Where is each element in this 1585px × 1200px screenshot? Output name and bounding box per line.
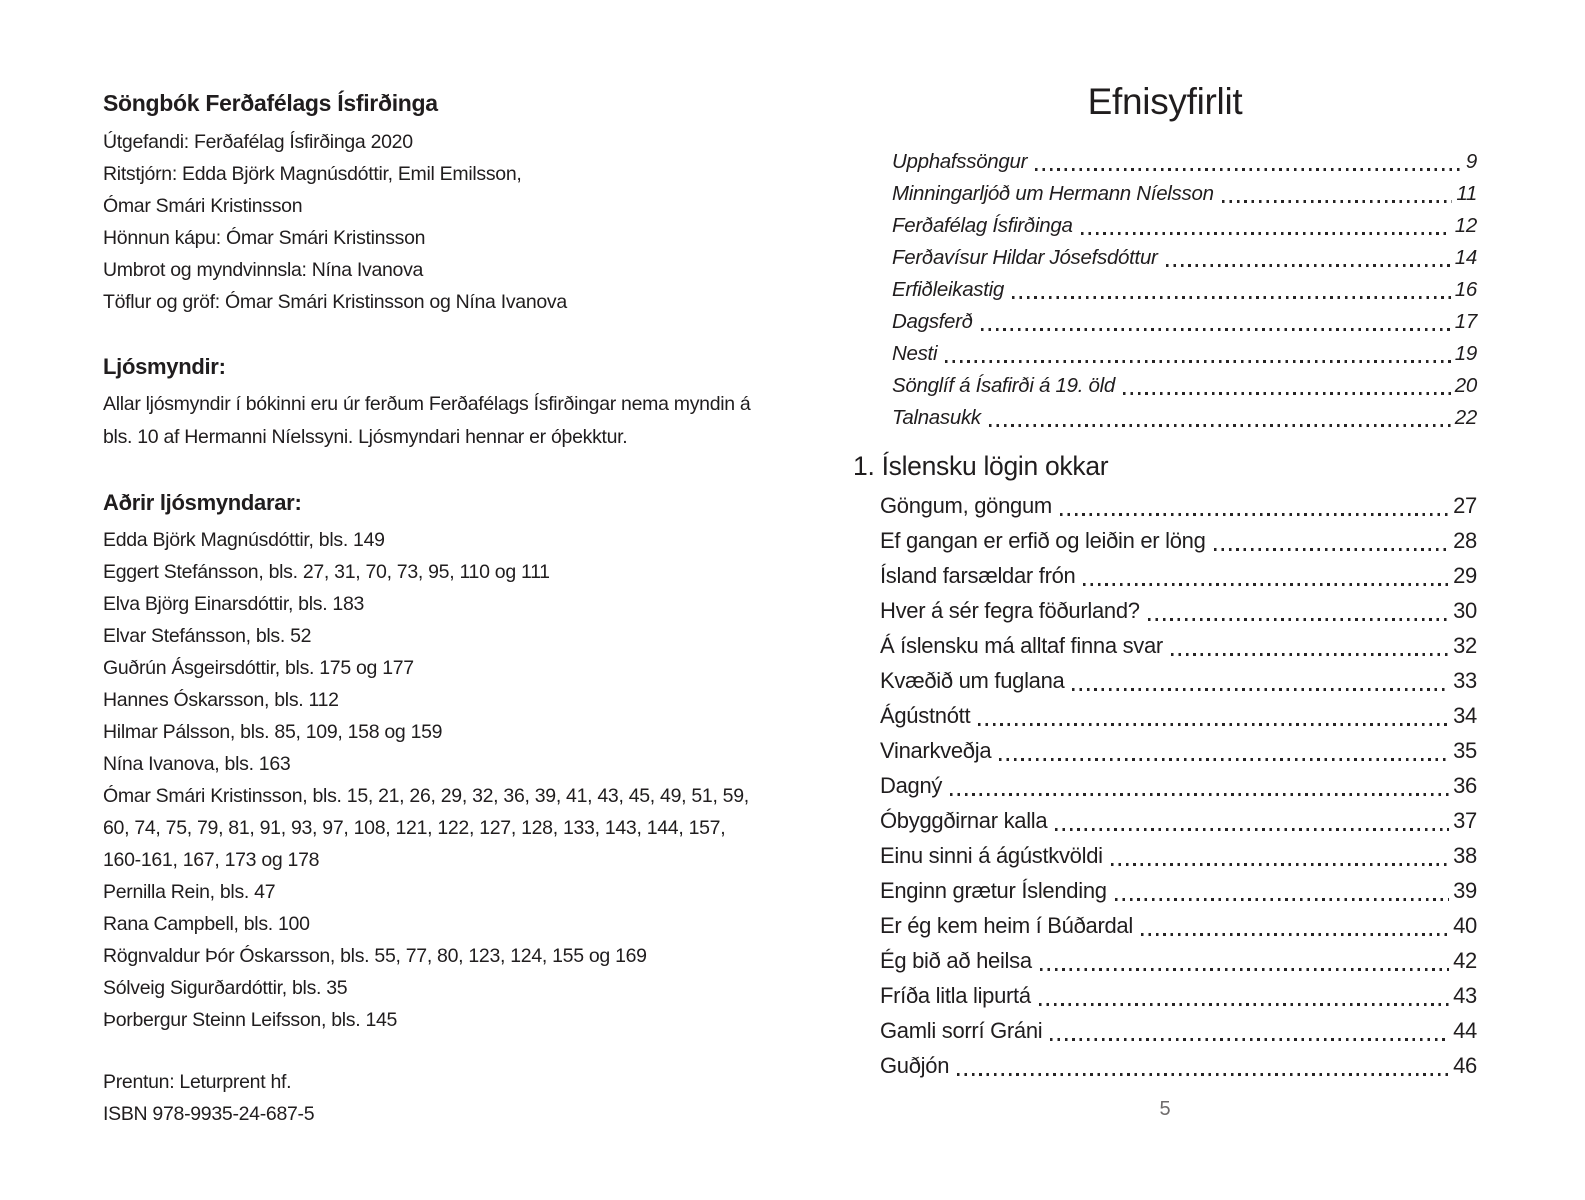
toc-entry-title: Sönglíf á Ísafirði á 19. öld	[892, 374, 1115, 397]
toc-entry-page: 34	[1453, 703, 1477, 728]
toc-entry	[853, 402, 1477, 434]
book-title: Söngbók Ferðafélags Ísfirðinga	[103, 90, 438, 116]
dot-leader	[1012, 296, 1451, 299]
toc-entry-page: 19	[1454, 342, 1477, 365]
toc-entry-page: 30	[1453, 598, 1477, 623]
toc-entry	[853, 803, 1477, 838]
credit-line: Töflur og gröf: Ómar Smári Kristinsson og Nína Ivanova	[103, 291, 567, 313]
toc-entry	[853, 628, 1477, 663]
toc-entry	[853, 370, 1477, 402]
toc-entry-page: 46	[1453, 1053, 1477, 1078]
photographers-heading: Aðrir ljósmyndarar:	[103, 490, 302, 515]
toc-entry-title: Minningarljóð um Hermann Níelsson	[892, 182, 1214, 205]
toc-entry	[853, 838, 1477, 873]
toc-entry-title: Kvæðið um fuglana	[880, 668, 1065, 693]
photographer-line: Þorbergur Steinn Leifsson, bls. 145	[103, 1009, 398, 1031]
toc-entry-title: Fríða litla lipurtá	[880, 983, 1031, 1008]
dot-leader	[1141, 933, 1449, 936]
toc-entry	[853, 768, 1477, 803]
toc-entry-title: Ferðafélag Ísfirðinga	[892, 214, 1073, 237]
dot-leader	[1050, 1038, 1449, 1041]
print-block	[103, 1066, 765, 1130]
toc-front-matter	[853, 146, 1477, 434]
colophon-page	[103, 88, 765, 1130]
toc-entry	[853, 698, 1477, 733]
toc-entry	[853, 978, 1477, 1013]
toc-song-list	[853, 488, 1477, 1083]
credit-line: Ritstjórn: Edda Björk Magnúsdóttir, Emil Emilsson,	[103, 163, 522, 185]
dot-leader	[999, 758, 1449, 761]
dot-leader	[950, 793, 1449, 796]
toc-entry	[853, 146, 1477, 178]
toc-entry-title: Vinarkveðja	[880, 738, 992, 763]
toc-entry-title: Guðjón	[880, 1053, 950, 1078]
dot-leader	[981, 328, 1451, 331]
toc-entry-title: Dagný	[880, 773, 943, 798]
dot-leader	[1035, 168, 1462, 171]
toc-entry	[853, 908, 1477, 943]
photographer-line: Hannes Óskarsson, bls. 112	[103, 689, 339, 711]
toc-entry-page: 37	[1453, 808, 1477, 833]
credit-line: Ómar Smári Kristinsson	[103, 195, 303, 217]
photographer-line: Nína Ivanova, bls. 163	[103, 753, 291, 775]
toc-entry-title: Göngum, göngum	[880, 493, 1052, 518]
toc-entry	[853, 210, 1477, 242]
toc-entry-page: 12	[1454, 214, 1477, 237]
toc-entry	[853, 558, 1477, 593]
photographer-line: Guðrún Ásgeirsdóttir, bls. 175 og 177	[103, 657, 414, 679]
photos-note: Allar ljósmyndir í bókinni eru úr ferðum Ferðafélags Ísfirðingar nema myndin á bls. 10 af Hermanni Níelssyni. Ljósmyndari hennar er óþekktur.	[103, 393, 751, 448]
toc-entry-title: Enginn grætur Íslending	[880, 878, 1107, 903]
toc-entry-title: Einu sinni á ágústkvöldi	[880, 843, 1103, 868]
credit-line: Útgefandi: Ferðafélag Ísfirðinga 2020	[103, 131, 413, 153]
toc-entry-title: Dagsferð	[892, 310, 973, 333]
toc-entry-page: 17	[1454, 310, 1477, 333]
toc-entry-page: 40	[1453, 913, 1477, 938]
dot-leader	[1072, 688, 1449, 691]
toc-entry-title: Ég bið að heilsa	[880, 948, 1032, 973]
toc-entry-title: Gamli sorrí Gráni	[880, 1018, 1043, 1043]
toc-entry	[853, 873, 1477, 908]
toc-entry-title: Upphafssöngur	[892, 150, 1028, 173]
dot-leader	[957, 1073, 1449, 1076]
toc-entry-page: 32	[1453, 633, 1477, 658]
dot-leader	[1083, 583, 1449, 586]
toc-entry	[853, 943, 1477, 978]
toc-entry-page: 36	[1453, 773, 1477, 798]
toc-entry-page: 20	[1454, 374, 1477, 397]
toc-entry	[853, 242, 1477, 274]
dot-leader	[1214, 548, 1450, 551]
toc-entry-title: Ísland farsældar frón	[880, 563, 1076, 588]
toc-entry-page: 29	[1453, 563, 1477, 588]
dot-leader	[1039, 1003, 1449, 1006]
dot-leader	[989, 424, 1451, 427]
dot-leader	[1222, 200, 1453, 203]
toc-entry	[853, 178, 1477, 210]
toc-entry-title: Hver á sér fegra föðurland?	[880, 598, 1140, 623]
toc-entry-page: 11	[1456, 182, 1477, 205]
toc-entry-title: Er ég kem heim í Búðardal	[880, 913, 1133, 938]
toc-entry-title: Ferðavísur Hildar Jósefsdóttur	[892, 246, 1158, 269]
photographer-line: Rana Campbell, bls. 100	[103, 913, 310, 935]
toc-entry-page: 16	[1454, 278, 1477, 301]
dot-leader	[1166, 264, 1451, 267]
photographer-line: Edda Björk Magnúsdóttir, bls. 149	[103, 529, 385, 551]
toc-entry-page: 39	[1453, 878, 1477, 903]
dot-leader	[1055, 828, 1449, 831]
toc-entry-page: 43	[1453, 983, 1477, 1008]
toc-entry	[853, 338, 1477, 370]
photographer-line: Hilmar Pálsson, bls. 85, 109, 158 og 159	[103, 721, 443, 743]
dot-leader	[1040, 968, 1449, 971]
toc-title: Efnisyfirlit	[1087, 81, 1243, 122]
dot-leader	[978, 723, 1449, 726]
toc-entry	[853, 523, 1477, 558]
photographers-list	[103, 524, 765, 1036]
toc-entry-page: 14	[1454, 246, 1477, 269]
credit-line: Umbrot og myndvinnsla: Nína Ivanova	[103, 259, 424, 281]
photographer-line: Elva Björg Einarsdóttir, bls. 183	[103, 593, 365, 615]
dot-leader	[1148, 618, 1449, 621]
photographer-line: Pernilla Rein, bls. 47	[103, 881, 276, 903]
printing-line: Prentun: Leturprent hf.	[103, 1071, 292, 1093]
toc-entry-title: Nesti	[892, 342, 938, 365]
toc-entry	[853, 663, 1477, 698]
toc-entry-title: Á íslensku má alltaf finna svar	[880, 633, 1163, 658]
toc-entry-page: 9	[1465, 150, 1477, 173]
toc-entry-title: Ágústnótt	[880, 703, 971, 728]
photographer-line: Elvar Stefánsson, bls. 52	[103, 625, 312, 647]
toc-entry-title: Ef gangan er erfið og leiðin er löng	[880, 528, 1206, 553]
dot-leader	[1081, 232, 1451, 235]
toc-page	[853, 82, 1477, 1083]
toc-entry-page: 35	[1453, 738, 1477, 763]
toc-entry	[853, 488, 1477, 523]
page-number: 5	[1159, 1098, 1171, 1120]
dot-leader	[1060, 513, 1449, 516]
photographer-line: Eggert Stefánsson, bls. 27, 31, 70, 73, 95, 110 og 111	[103, 561, 550, 583]
dot-leader	[1111, 863, 1449, 866]
isbn-line: ISBN 978-9935-24-687-5	[103, 1103, 315, 1125]
toc-entry-page: 22	[1454, 406, 1477, 429]
toc-entry-page: 28	[1453, 528, 1477, 553]
toc-entry-page: 27	[1453, 493, 1477, 518]
dot-leader	[1115, 898, 1449, 901]
toc-entry-page: 33	[1453, 668, 1477, 693]
toc-entry-page: 42	[1453, 948, 1477, 973]
photos-heading: Ljósmyndir:	[103, 354, 226, 379]
photographer-line: Sólveig Sigurðardóttir, bls. 35	[103, 977, 348, 999]
toc-entry	[853, 593, 1477, 628]
toc-entry	[853, 274, 1477, 306]
dot-leader	[945, 360, 1451, 363]
toc-entry-page: 44	[1453, 1018, 1477, 1043]
toc-entry	[853, 1048, 1477, 1083]
photographer-line: Ómar Smári Kristinsson, bls. 15, 21, 26, 29, 32, 36, 39, 41, 43, 45, 49, 51, 59, 60, 74, 75, 79, 81, 91, 93, 97, 108, 121, 122, 127, 128, 133, 143, 144, 157, 160-161, 167, 173 og 178	[103, 785, 749, 871]
toc-entry-title: Erfiðleikastig	[892, 278, 1005, 301]
toc-entry-title: Talnasukk	[892, 406, 981, 429]
credits-list	[103, 126, 765, 318]
toc-entry	[853, 306, 1477, 338]
dot-leader	[1123, 392, 1451, 395]
photographer-line: Rögnvaldur Þór Óskarsson, bls. 55, 77, 80, 123, 124, 155 og 169	[103, 945, 647, 967]
toc-entry	[853, 1013, 1477, 1048]
dot-leader	[1171, 653, 1449, 656]
toc-entry-page: 38	[1453, 843, 1477, 868]
credit-line: Hönnun kápu: Ómar Smári Kristinsson	[103, 227, 426, 249]
toc-entry	[853, 733, 1477, 768]
toc-section-heading: 1. Íslensku lögin okkar	[853, 451, 1109, 481]
toc-entry-title: Óbyggðirnar kalla	[880, 808, 1048, 833]
